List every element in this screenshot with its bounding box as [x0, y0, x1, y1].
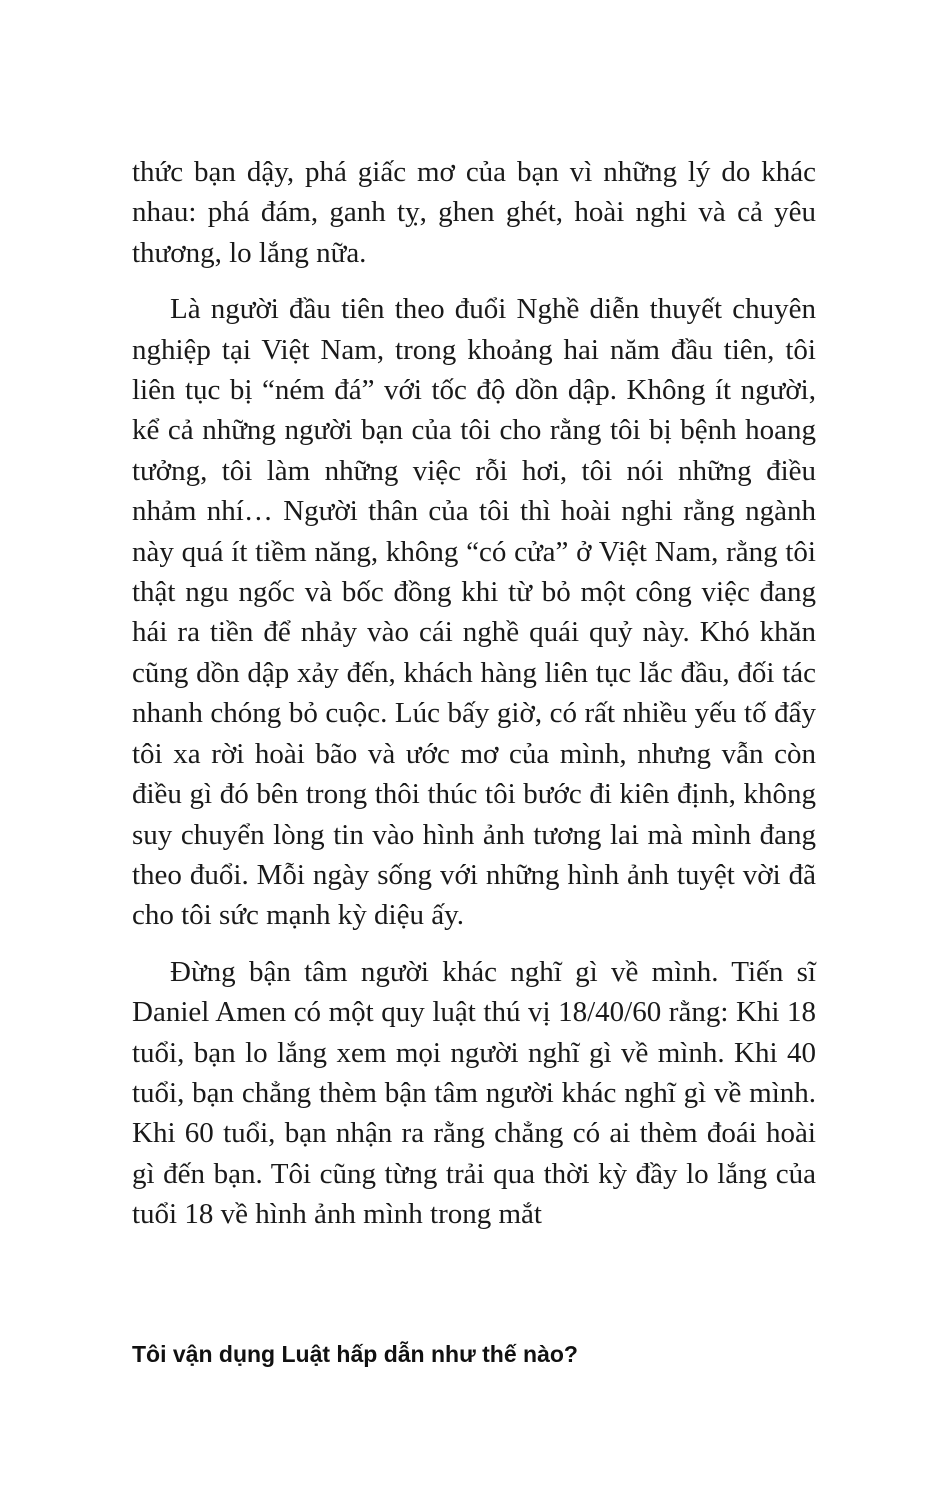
body-text	[132, 152, 816, 1235]
paragraph-2: Là người đầu tiên theo đuổi Nghề diễn thuyết chuyên nghiệp tại Việt Nam, trong khoảng hai năm đầu tiên, tôi liên tục bị “ném đá” với tốc độ dồn dập. Không ít người, kể cả những người bạn của tôi cho rằng tôi bị bệnh hoang tưởng, tôi làm những việc rỗi hơi, tôi nói những điều nhảm nhí… Người thân của tôi thì hoài nghi rằng ngành này quá ít tiềm năng, không “có cửa” ở Việt Nam, rằng tôi thật ngu ngốc và bốc đồng khi từ bỏ một công việc đang hái ra tiền để nhảy vào cái nghề quái quỷ này. Khó khăn cũng dồn dập xảy đến, khách hàng liên tục lắc đầu, đối tác nhanh chóng bỏ cuộc. Lúc bấy giờ, có rất nhiều yếu tố đẩy tôi xa rời hoài bão và ước mơ của mình, nhưng vẫn còn điều gì đó bên trong thôi thúc tôi bước đi kiên định, không suy chuyển lòng tin vào hình ảnh tương lai mà mình đang theo đuổi. Mỗi ngày sống với những hình ảnh tuyệt vời đã cho tôi sức mạnh kỳ diệu ấy.	[132, 293, 816, 932]
running-footer-title: Tôi vận dụng Luật hấp dẫn như thế nào?	[132, 1341, 578, 1367]
paragraph-3: Đừng bận tâm người khác nghĩ gì về mình. Tiến sĩ Daniel Amen có một quy luật thú vị 18/40/60 rằng: Khi 18 tuổi, bạn lo lắng xem mọi người nghĩ gì về mình. Khi 40 tuổi, bạn chẳng thèm bận tâm người khác nghĩ gì về mình. Khi 60 tuổi, bạn nhận ra rằng chẳng có ai thèm đoái hoài gì đến bạn. Tôi cũng từng trải qua thời kỳ đầy lo lắng của tuổi 18 về hình ảnh mình trong mắt	[132, 955, 816, 1231]
paragraph-1: thức bạn dậy, phá giấc mơ của bạn vì những lý do khác nhau: phá đám, ganh tỵ, ghen ghét, hoài nghi và cả yêu thương, lo lắng nữa.	[132, 156, 816, 269]
